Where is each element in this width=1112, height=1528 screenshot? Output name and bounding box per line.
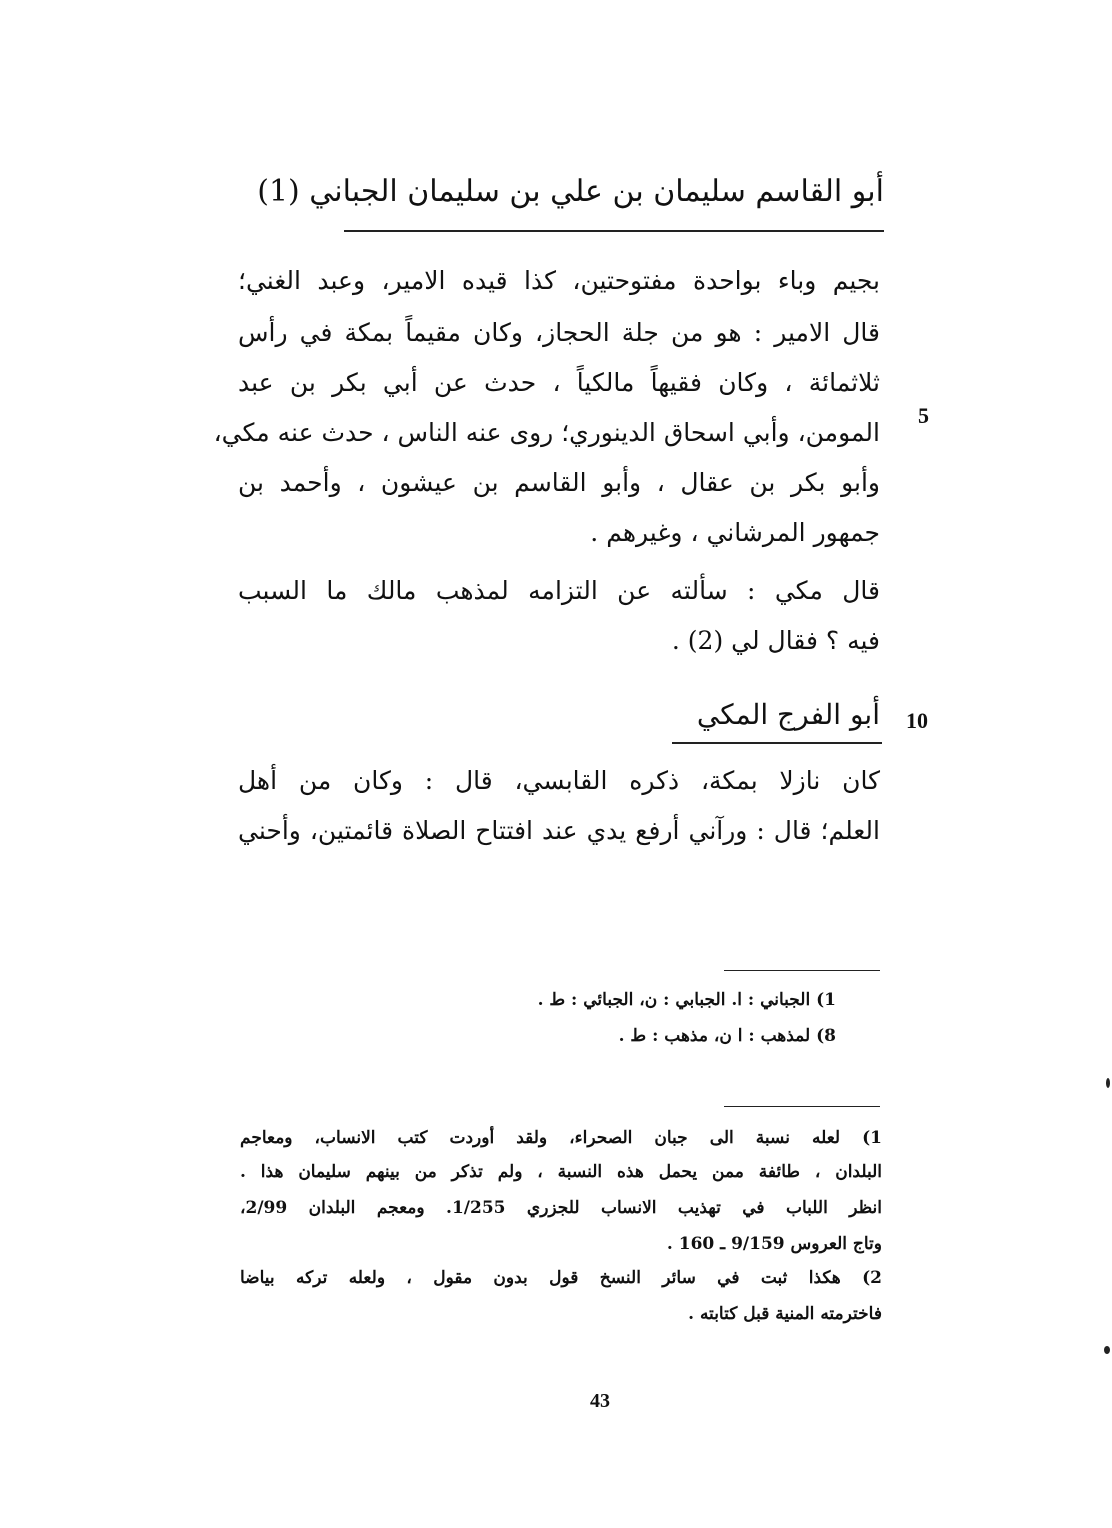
apparatus-note: 1) الجباني : ا. الجبابي : ن، الجبائي : ط . xyxy=(537,990,836,1010)
body-line: فيه ؟ فقال لي (2) . xyxy=(671,626,880,655)
footnote-line: انظر اللباب في تهذيب الانساب للجزري 1/255. ومعجم البلدان 2/99، xyxy=(240,1198,882,1218)
body-line: قال الامير : هو من جلة الحجاز، وكان مقيماً بمكة في رأس xyxy=(238,318,880,347)
line-number-10: 10 xyxy=(906,708,928,733)
page-number: 43 xyxy=(590,1390,610,1412)
footnote-line: 2) هكذا ثبت في سائر النسخ قول بدون مقول ، ولعله تركه بياضا xyxy=(240,1268,882,1288)
body-line: العلم؛ قال : ورآني أرفع يدي عند افتتاح الصلاة قائمتين، وأحني xyxy=(238,816,880,845)
footnote-line: فاخترمته المنية قبل كتابته . xyxy=(688,1304,882,1324)
footnote-line: 1) لعله نسبة الى جبان الصحراء، ولقد أوردت كتب الانساب، ومعاجم xyxy=(240,1128,882,1148)
heading-underline-2 xyxy=(672,742,882,744)
apparatus-note: 8) لمذهب : ا ن، مذهب : ط . xyxy=(618,1026,836,1046)
entry-heading-2: أبو الفرج المكي xyxy=(696,698,880,731)
line-number-5: 5 xyxy=(918,403,929,428)
scan-speck xyxy=(1106,1078,1110,1088)
body-line: ثلاثمائة ، وكان فقيهاً مالكياً ، حدث عن أبي بكر بن عبد xyxy=(238,368,880,397)
footnote-separator xyxy=(724,1106,880,1107)
heading-underline-1 xyxy=(344,230,884,232)
footnote-line: وتاج العروس 9/159 ـ 160 . xyxy=(666,1234,882,1254)
body-line: كان نازلا بمكة، ذكره القابسي، قال : وكان من أهل xyxy=(238,766,880,795)
body-line: جمهور المرشاني ، وغيرهم . xyxy=(590,518,880,547)
body-line: بجيم وباء بواحدة مفتوحتين، كذا قيده الامير، وعبد الغني؛ xyxy=(238,266,880,295)
scan-speck xyxy=(1104,1346,1110,1354)
body-line: قال مكي : سألته عن التزامه لمذهب مالك ما السبب xyxy=(238,576,880,605)
body-line: وأبو بكر بن عقال ، وأبو القاسم بن عيشون ، وأحمد بن xyxy=(238,468,880,497)
entry-heading-1: أبو القاسم سليمان بن علي بن سليمان الجباني (1) xyxy=(257,174,884,209)
footnote-line: البلدان ، طائفة ممن يحمل هذه النسبة ، ولم تذكر من بينهم سليمان هذا . xyxy=(240,1162,882,1182)
body-line: المومن، وأبي اسحاق الدينوري؛ روى عنه الناس ، حدث عنه مكي، xyxy=(213,418,880,447)
apparatus-separator xyxy=(724,970,880,971)
